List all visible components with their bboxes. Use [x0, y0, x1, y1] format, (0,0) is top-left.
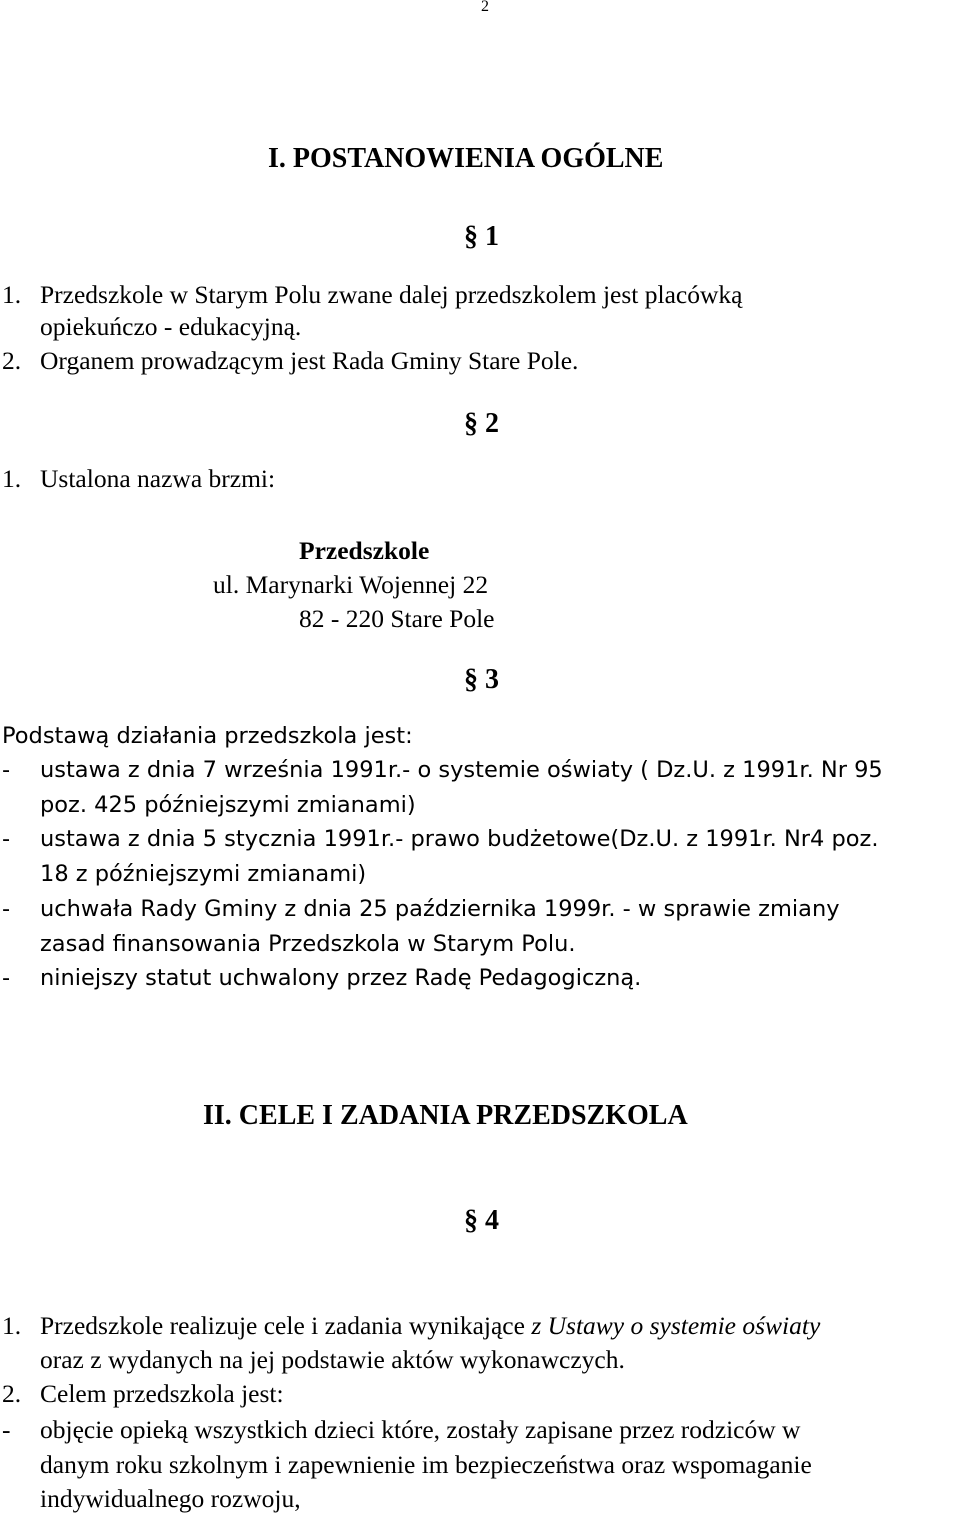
dash-marker: -	[2, 826, 11, 852]
legal-basis-item-1	[2, 757, 883, 783]
item-text: Ustalona nazwa brzmi:	[40, 464, 276, 493]
item-text: uchwała Rady Gminy z dnia 25 października 1999r. - w sprawie zmiany	[40, 896, 840, 922]
legal-basis-intro: Podstawą działania przedszkola jest:	[2, 723, 413, 749]
list-item-1-2	[2, 346, 578, 376]
paragraph-heading-4: § 4	[464, 1205, 499, 1236]
list-item-2-1	[2, 464, 275, 494]
item-number: 1.	[2, 280, 22, 309]
legal-basis-item-2	[2, 826, 879, 852]
item-number: 1.	[2, 464, 22, 493]
dash-marker: -	[2, 896, 11, 922]
item-text: Przedszkole realizuje cele i zadania wynikające	[40, 1311, 532, 1340]
item-text: objęcie opieką wszystkich dzieci które, zostały zapisane przez rodziców w	[40, 1415, 801, 1444]
goals-item-1-cont: oraz z wydanych na jej podstawie aktów wykonawczych.	[40, 1345, 625, 1374]
item-text-italic: z Ustawy o systemie oświaty	[531, 1311, 821, 1340]
dash-marker: -	[2, 757, 11, 783]
item-text: Celem przedszkola jest:	[40, 1379, 284, 1408]
item-text: Przedszkole w Starym Polu zwane dalej przedszkolem jest placówką	[40, 280, 743, 309]
dash-marker: -	[2, 965, 11, 991]
section-title-general-provisions: I. POSTANOWIENIA OGÓLNE	[268, 143, 664, 174]
paragraph-heading-2: § 2	[464, 408, 499, 439]
item-text: ustawa z dnia 5 stycznia 1991r.- prawo budżetowe(Dz.U. z 1991r. Nr4 poz.	[40, 826, 879, 852]
list-item-1-1-cont: opiekuńczo - edukacyjną.	[40, 312, 302, 341]
goals-dash-item-cont-1: danym roku szkolnym i zapewnienie im bezpieczeństwa oraz wspomaganie	[40, 1450, 812, 1479]
paragraph-heading-1: § 1	[464, 221, 499, 252]
goals-item-2	[2, 1379, 284, 1409]
dash-marker: -	[2, 1415, 11, 1444]
item-text: Organem prowadzącym jest Rada Gminy Stare Pole.	[40, 346, 579, 375]
page-number: 2	[481, 0, 489, 15]
legal-basis-item-1-cont: poz. 425 późniejszymi zmianami)	[40, 792, 416, 818]
item-text: ustawa z dnia 7 września 1991r.- o systemie oświaty ( Dz.U. z 1991r. Nr 95	[40, 757, 883, 783]
item-text: niniejszy statut uchwalony przez Radę Pedagogiczną.	[40, 965, 642, 991]
institution-street: ul. Marynarki Wojennej 22	[213, 570, 489, 599]
section-title-goals-and-tasks: II. CELE I ZADANIA PRZEDSZKOLA	[203, 1100, 688, 1131]
legal-basis-item-4	[2, 965, 641, 991]
list-item-1-1	[2, 280, 742, 310]
goals-dash-item	[2, 1415, 800, 1445]
institution-city: 82 - 220 Stare Pole	[299, 604, 495, 633]
legal-basis-item-3-cont: zasad finansowania Przedszkola w Starym Polu.	[40, 931, 576, 957]
item-number: 2.	[2, 1379, 22, 1408]
item-number: 2.	[2, 346, 22, 375]
item-number: 1.	[2, 1311, 22, 1340]
paragraph-heading-3: § 3	[464, 664, 499, 695]
legal-basis-item-3	[2, 896, 840, 922]
institution-name: Przedszkole	[299, 536, 430, 565]
goals-dash-item-cont-2: indywidualnego rozwoju,	[40, 1484, 301, 1513]
goals-item-1	[2, 1311, 820, 1341]
legal-basis-item-2-cont: 18 z późniejszymi zmianami)	[40, 861, 367, 887]
